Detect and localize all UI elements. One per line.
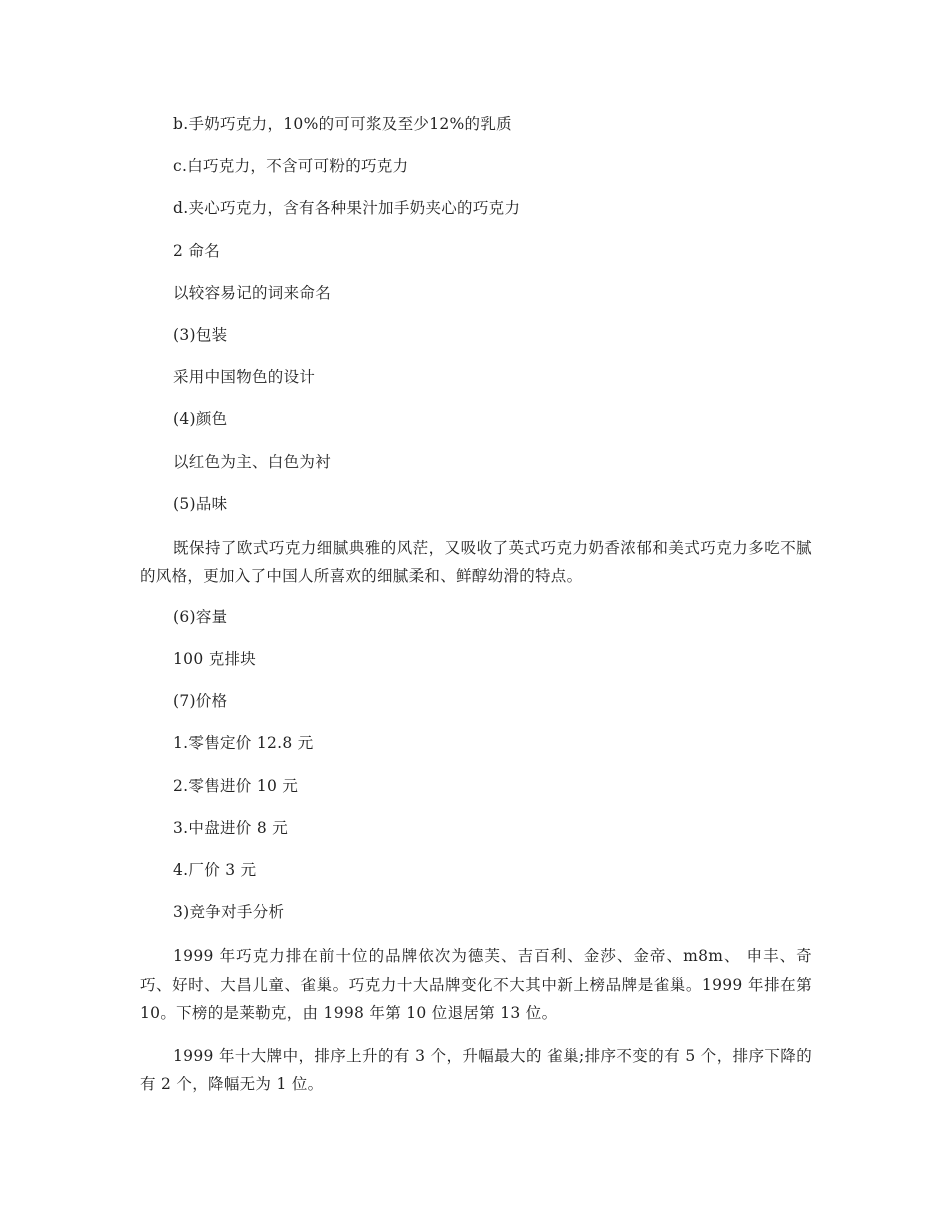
competitor-paragraph: 1999 年十大牌中，排序上升的有 3 个，升幅最大的 雀巢;排序不变的有 5 个，排序下降的有 2 个，降幅无为 1 位。 — [140, 1046, 812, 1094]
price-line: 2.零售进价 10 元 — [173, 776, 299, 795]
text-line: b.手奶巧克力，10%的可可浆及至少12%的乳质 — [173, 115, 512, 133]
taste-paragraph: 既保持了欧式巧克力细腻典雅的风茫，又吸收了英式巧克力奶香浓郁和美式巧克力多吃不腻的风格，更加入了中国人所喜欢的细腻柔和、鲜醇幼滑的特点。 — [140, 538, 812, 586]
section-heading: (3)包装 — [173, 325, 228, 344]
price-line: 4.厂价 3 元 — [173, 861, 257, 879]
section-heading: (4)颜色 — [173, 410, 228, 429]
section-heading: (6)容量 — [173, 607, 228, 626]
section-heading: 3)竞争对手分析 — [173, 903, 285, 922]
text-line: 采用中国物色的设计 — [173, 368, 316, 387]
competitor-paragraph: 1999 年巧克力排在前十位的品牌依次为德芙、吉百利、金莎、金帝、m8m、 申丰、奇巧、好时、大昌儿童、雀巢。巧克力十大品牌变化不大其中新上榜品牌是雀巢。1999 年排在第 10。下榜的是莱勒克，由 1998 年第 10 位退居第 13 位。 — [140, 947, 812, 1023]
text-line: c.白巧克力，不含可可粉的巧克力 — [173, 157, 409, 176]
text-line: 以较容易记的词来命名 — [173, 283, 332, 302]
text-line: 以红色为主、白色为衬 — [173, 452, 332, 471]
price-line: 3.中盘进价 8 元 — [173, 818, 289, 837]
text-line: 100 克排块 — [173, 650, 257, 669]
section-heading: (5)品味 — [173, 494, 228, 513]
document-body — [140, 112, 812, 1113]
section-heading: 2 命名 — [173, 241, 220, 260]
price-line: 1.零售定价 12.8 元 — [173, 734, 314, 753]
text-line: d.夹心巧克力，含有各种果汁加手奶夹心的巧克力 — [173, 199, 521, 218]
section-heading: (7)价格 — [173, 692, 228, 711]
